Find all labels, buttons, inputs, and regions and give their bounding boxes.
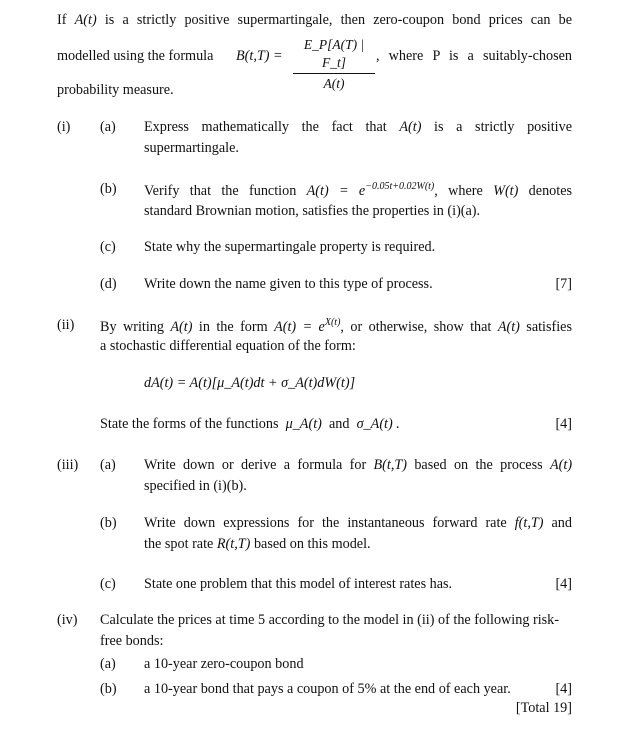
part-i-c-label: (c) xyxy=(100,239,116,255)
part-ii-line-2: a stochastic differential equation of the form: xyxy=(100,338,356,354)
intro-line-2-text: modelled using the formula xyxy=(57,48,214,64)
intro-line-3: probability measure. xyxy=(57,82,174,98)
part-iii-a-line-2: specified in (i)(b). xyxy=(144,478,247,494)
part-iii-b-line-2: the spot rate R(t,T) based on this model. xyxy=(144,536,371,552)
part-iv-marks: [4] xyxy=(555,681,572,697)
intro-line-1: If A(t) is a strictly positive supermartingale, then zero-coupon bond prices can be xyxy=(57,12,573,28)
part-ii-marks: [4] xyxy=(555,416,572,432)
part-iv-b-label: (b) xyxy=(100,681,117,697)
part-iii-b-label: (b) xyxy=(100,515,117,531)
part-i-label: (i) xyxy=(57,119,71,135)
part-i-d-text: Write down the name given to this type of process. xyxy=(144,276,433,292)
part-i-a-line-1: Express mathematically the fact that A(t) is a strictly positive xyxy=(144,119,572,135)
part-iii-a-line-1: Write down or derive a formula for B(t,T) based on the process A(t) xyxy=(144,457,573,473)
intro-line-2-rest: , where P is a suitably-chosen xyxy=(376,48,572,64)
part-iv-line-2: free bonds: xyxy=(100,633,164,649)
part-i-b-line-2: standard Brownian motion, satisfies the properties in (i)(a). xyxy=(144,203,481,219)
part-iv-label: (iv) xyxy=(57,612,78,628)
fraction-numerator: E_P[A(T) | F_t] xyxy=(293,36,375,74)
part-i-c-text: State why the supermartingale property is required. xyxy=(144,239,436,255)
part-i-d-label: (d) xyxy=(100,276,117,292)
part-ii-state-line: State the forms of the functions μ_A(t) and σ_A(t) . xyxy=(100,416,400,432)
part-iv-b-text: a 10-year bond that pays a coupon of 5% at the end of each year. xyxy=(144,681,511,697)
sde-equation: dA(t) = A(t)[μ_A(t)dt + σ_A(t)dW(t)] xyxy=(144,375,356,391)
part-i-b-label: (b) xyxy=(100,181,117,197)
part-iv-line-1: Calculate the prices at time 5 according to the model in (ii) of the following risk- xyxy=(100,612,559,628)
part-i-a-label: (a) xyxy=(100,119,116,135)
part-iii-label: (iii) xyxy=(57,457,79,473)
part-i-a-line-2: supermartingale. xyxy=(144,140,239,156)
part-iii-b-line-1: Write down expressions for the instantaneous forward rate f(t,T) and xyxy=(144,515,572,531)
bond-price-formula-lhs: B(t,T) = xyxy=(236,48,283,64)
part-iii-a-label: (a) xyxy=(100,457,116,473)
part-iv-a-label: (a) xyxy=(100,656,116,672)
bond-price-fraction xyxy=(293,36,375,93)
part-i-b-line-1: Verify that the function $A(t) = e^{-0.05t+0.02W(t)}$, where W(t) denotes xyxy=(144,181,573,199)
part-iv-a-text: a 10-year zero-coupon bond xyxy=(144,656,304,672)
part-iii-c-label: (c) xyxy=(100,576,116,592)
part-i-marks: [7] xyxy=(555,276,572,292)
total-marks: [Total 19] xyxy=(515,700,572,716)
fraction-denominator: A(t) xyxy=(323,76,345,91)
part-iii-c-text: State one problem that this model of interest rates has. xyxy=(144,576,453,592)
part-ii-line-1: By writing A(t) in the form $A(t) = e^{X(t)}$, or otherwise, show that A(t) satisfies xyxy=(100,317,573,335)
part-iii-marks: [4] xyxy=(555,576,572,592)
part-ii-label: (ii) xyxy=(57,317,75,333)
